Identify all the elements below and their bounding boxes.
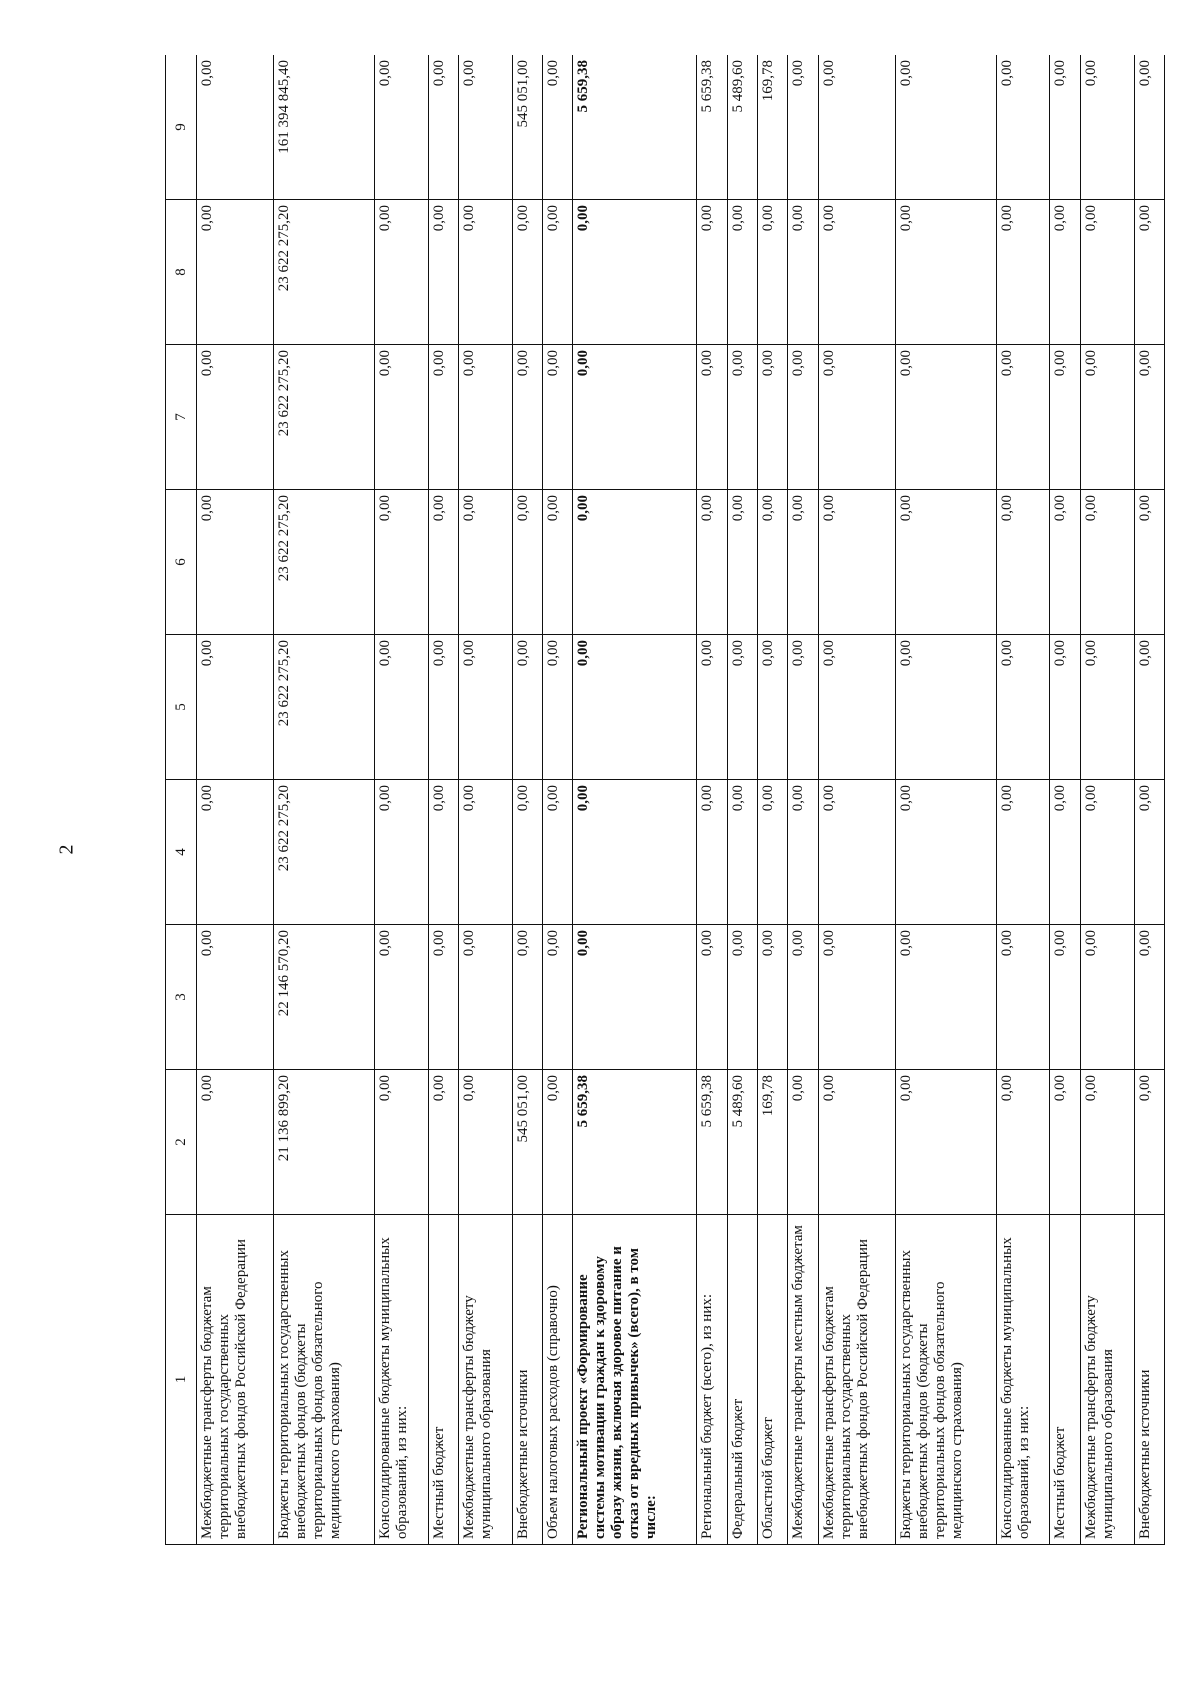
header-row [166,55,197,1545]
value-cell: 0,00 [1134,635,1164,780]
value-cell: 545 051,00 [512,55,542,200]
value-cell: 0,00 [197,200,274,345]
value-cell: 0,00 [727,780,757,925]
value-cell: 0,00 [197,55,274,200]
value-cell: 0,00 [896,925,997,1070]
value-cell: 0,00 [197,490,274,635]
value-cell: 0,00 [428,345,458,490]
value-cell: 0,00 [1080,925,1134,1070]
value-cell: 0,00 [818,55,895,200]
value-cell: 0,00 [543,925,573,1070]
table-row [758,55,788,1545]
value-cell: 0,00 [697,635,727,780]
table-row [573,55,697,1545]
value-cell: 0,00 [512,345,542,490]
value-cell: 0,00 [428,200,458,345]
value-cell: 0,00 [896,1070,997,1215]
value-cell: 0,00 [1134,780,1164,925]
value-cell: 0,00 [896,490,997,635]
value-cell: 0,00 [1134,345,1164,490]
column-header-1: 1 [166,1215,197,1545]
value-cell: 0,00 [788,55,818,200]
value-cell: 0,00 [896,780,997,925]
value-cell: 0,00 [374,925,428,1070]
value-cell: 0,00 [697,200,727,345]
value-cell: 0,00 [197,635,274,780]
value-cell: 0,00 [758,780,788,925]
value-cell: 5 489,60 [727,55,757,200]
value-cell: 0,00 [512,490,542,635]
value-cell: 0,00 [512,200,542,345]
row-label: Консолидированные бюджеты муниципальных образований, из них: [374,1215,428,1545]
value-cell: 0,00 [758,490,788,635]
value-cell: 0,00 [428,1070,458,1215]
value-cell: 23 622 275,20 [274,780,375,925]
value-cell: 0,00 [197,925,274,1070]
value-cell: 0,00 [374,55,428,200]
value-cell: 0,00 [1050,925,1080,1070]
value-cell: 0,00 [543,490,573,635]
table-row [512,55,542,1545]
value-cell: 0,00 [788,490,818,635]
row-label: Межбюджетные трансферты бюджету муниципального образования [458,1215,512,1545]
table-row [1134,55,1164,1545]
value-cell: 0,00 [758,200,788,345]
value-cell: 0,00 [1080,635,1134,780]
value-cell: 0,00 [818,490,895,635]
value-cell: 22 146 570,20 [274,925,375,1070]
table-row [996,55,1050,1545]
value-cell: 5 659,38 [697,1070,727,1215]
value-cell: 23 622 275,20 [274,490,375,635]
value-cell: 0,00 [1134,925,1164,1070]
value-cell: 5 659,38 [573,55,697,200]
value-cell: 0,00 [1134,1070,1164,1215]
value-cell: 0,00 [374,1070,428,1215]
rotated-table [165,55,1165,1545]
row-label: Региональный проект «Формирование системы мотивации граждан к здоровому образу жизни, включая здоровое питание и отказ от вредных привычек» (всего), в том числе: [573,1215,697,1545]
value-cell: 0,00 [1050,635,1080,780]
value-cell: 0,00 [428,780,458,925]
value-cell: 0,00 [573,925,697,1070]
value-cell: 0,00 [512,780,542,925]
value-cell: 0,00 [758,925,788,1070]
value-cell: 0,00 [374,635,428,780]
value-cell: 5 489,60 [727,1070,757,1215]
row-label: Бюджеты территориальных государственных внебюджетных фондов (бюджеты территориальных фондов обязательного медицинского страхования) [896,1215,997,1545]
value-cell: 0,00 [1080,345,1134,490]
value-cell: 0,00 [573,345,697,490]
value-cell: 0,00 [1134,490,1164,635]
value-cell: 0,00 [458,1070,512,1215]
value-cell: 0,00 [788,925,818,1070]
value-cell: 0,00 [197,1070,274,1215]
table-row [818,55,895,1545]
value-cell: 0,00 [512,925,542,1070]
value-cell: 0,00 [758,345,788,490]
value-cell: 0,00 [428,490,458,635]
column-header-8: 8 [166,200,197,345]
value-cell: 0,00 [996,200,1050,345]
value-cell: 23 622 275,20 [274,635,375,780]
table-row [697,55,727,1545]
table-row [788,55,818,1545]
value-cell: 0,00 [458,780,512,925]
table-row [543,55,573,1545]
value-cell: 0,00 [458,200,512,345]
value-cell: 0,00 [458,345,512,490]
value-cell: 0,00 [1080,780,1134,925]
value-cell: 0,00 [573,490,697,635]
value-cell: 545 051,00 [512,1070,542,1215]
value-cell: 0,00 [996,780,1050,925]
value-cell: 0,00 [697,925,727,1070]
value-cell: 169,78 [758,55,788,200]
row-label: Местный бюджет [1050,1215,1080,1545]
value-cell: 0,00 [727,490,757,635]
value-cell: 0,00 [996,1070,1050,1215]
value-cell: 0,00 [818,780,895,925]
value-cell: 0,00 [458,635,512,780]
column-header-5: 5 [166,635,197,780]
table-row [197,55,274,1545]
value-cell: 0,00 [573,780,697,925]
value-cell: 0,00 [458,55,512,200]
row-label: Консолидированные бюджеты муниципальных образований, из них: [996,1215,1050,1545]
value-cell: 0,00 [543,780,573,925]
table-row [1080,55,1134,1545]
value-cell: 23 622 275,20 [274,200,375,345]
value-cell: 0,00 [758,635,788,780]
value-cell: 0,00 [428,925,458,1070]
value-cell: 0,00 [788,345,818,490]
value-cell: 0,00 [996,635,1050,780]
value-cell: 0,00 [818,635,895,780]
value-cell: 0,00 [428,55,458,200]
column-header-2: 2 [166,1070,197,1215]
row-label: Объем налоговых расходов (справочно) [543,1215,573,1545]
row-label: Внебюджетные источники [512,1215,542,1545]
row-label: Внебюджетные источники [1134,1215,1164,1545]
column-header-9: 9 [166,55,197,200]
row-label: Областной бюджет [758,1215,788,1545]
value-cell: 161 394 845,40 [274,55,375,200]
value-cell: 0,00 [697,780,727,925]
value-cell: 0,00 [996,55,1050,200]
value-cell: 0,00 [788,635,818,780]
row-label: Межбюджетные трансферты местным бюджетам [788,1215,818,1545]
value-cell: 0,00 [573,635,697,780]
value-cell: 0,00 [818,345,895,490]
value-cell: 0,00 [428,635,458,780]
value-cell: 0,00 [1050,200,1080,345]
value-cell: 0,00 [512,635,542,780]
value-cell: 0,00 [727,925,757,1070]
value-cell: 0,00 [1050,490,1080,635]
value-cell: 0,00 [1080,200,1134,345]
value-cell: 0,00 [458,490,512,635]
value-cell: 0,00 [374,200,428,345]
table-row [458,55,512,1545]
value-cell: 0,00 [727,635,757,780]
value-cell: 0,00 [818,200,895,345]
value-cell: 0,00 [727,345,757,490]
table-row [428,55,458,1545]
value-cell: 0,00 [458,925,512,1070]
value-cell: 5 659,38 [573,1070,697,1215]
table-row [274,55,375,1545]
value-cell: 0,00 [1050,345,1080,490]
value-cell: 0,00 [697,345,727,490]
table-row [727,55,757,1545]
value-cell: 0,00 [818,1070,895,1215]
row-label: Местный бюджет [428,1215,458,1545]
value-cell: 0,00 [1080,55,1134,200]
value-cell: 0,00 [896,635,997,780]
value-cell: 0,00 [788,200,818,345]
column-header-4: 4 [166,780,197,925]
table-container [165,55,1165,1545]
row-label: Межбюджетные трансферты бюджетам территориальных государственных внебюджетных фондов Российской Федерации [197,1215,274,1545]
column-header-6: 6 [166,490,197,635]
value-cell: 5 659,38 [697,55,727,200]
value-cell: 0,00 [1134,55,1164,200]
value-cell: 0,00 [543,1070,573,1215]
row-label: Федеральный бюджет [727,1215,757,1545]
column-header-3: 3 [166,925,197,1070]
row-label: Региональный бюджет (всего), из них: [697,1215,727,1545]
row-label: Бюджеты территориальных государственных внебюджетных фондов (бюджеты территориальных фондов обязательного медицинского страхования) [274,1215,375,1545]
value-cell: 21 136 899,20 [274,1070,375,1215]
value-cell: 0,00 [1050,1070,1080,1215]
value-cell: 23 622 275,20 [274,345,375,490]
table-body [197,55,1165,1545]
value-cell: 0,00 [788,780,818,925]
table-row [1050,55,1080,1545]
value-cell: 0,00 [1050,780,1080,925]
value-cell: 0,00 [727,200,757,345]
value-cell: 0,00 [543,345,573,490]
table-row [896,55,997,1545]
value-cell: 0,00 [1050,55,1080,200]
value-cell: 0,00 [1080,490,1134,635]
value-cell: 0,00 [197,345,274,490]
value-cell: 0,00 [996,345,1050,490]
value-cell: 0,00 [818,925,895,1070]
value-cell: 169,78 [758,1070,788,1215]
value-cell: 0,00 [896,345,997,490]
value-cell: 0,00 [543,635,573,780]
value-cell: 0,00 [374,780,428,925]
budget-table [165,55,1165,1545]
value-cell: 0,00 [896,55,997,200]
page-number: 2 [55,844,78,855]
value-cell: 0,00 [197,780,274,925]
value-cell: 0,00 [573,200,697,345]
value-cell: 0,00 [543,200,573,345]
column-header-7: 7 [166,345,197,490]
row-label: Межбюджетные трансферты бюджетам территориальных государственных внебюджетных фондов Российской Федерации [818,1215,895,1545]
value-cell: 0,00 [996,490,1050,635]
value-cell: 0,00 [1134,200,1164,345]
value-cell: 0,00 [697,490,727,635]
value-cell: 0,00 [1080,1070,1134,1215]
value-cell: 0,00 [543,55,573,200]
table-row [374,55,428,1545]
value-cell: 0,00 [374,490,428,635]
value-cell: 0,00 [896,200,997,345]
row-label: Межбюджетные трансферты бюджету муниципального образования [1080,1215,1134,1545]
value-cell: 0,00 [788,1070,818,1215]
value-cell: 0,00 [996,925,1050,1070]
value-cell: 0,00 [374,345,428,490]
